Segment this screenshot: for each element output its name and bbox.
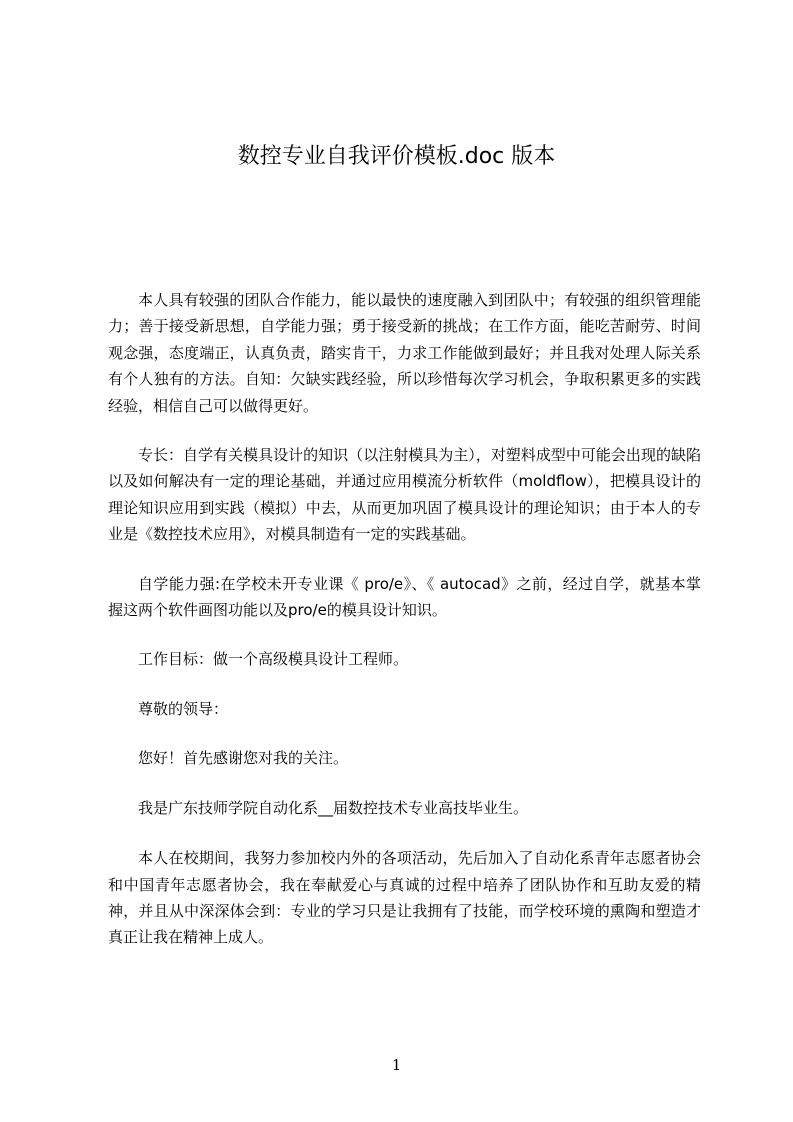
paragraph-greeting: 您好！首先感谢您对我的关注。 [138, 749, 349, 768]
paragraph-specialty: 专长：自学有关模具设计的知识（以注射模具为主），对塑料成型中可能会出现的缺陷以及如何解决有一定的理论基础，并通过应用模流分析软件（moldflow），把模具设计的理论知识应用到实践（模拟）中去，从而更加巩固了模具设计的理论知识；由于本人的专业是《数控技术应用》，对模具制造有一定的实践基础。 [108, 446, 701, 544]
paragraph-work-goal: 工作目标：做一个高级模具设计工程师。 [138, 650, 409, 669]
paragraph-introduction: 我是广东技师学院自动化系__届数控技术专业高技毕业生。 [138, 798, 529, 817]
paragraph-school-activities: 本人在校期间，我努力参加校内外的各项活动，先后加入了自动化系青年志愿者协会和中国青年志愿者协会，我在奉献爱心与真诚的过程中培养了团队协作和互助友爱的精神，并且从中深深体会到：专业的学习只是让我拥有了技能，而学校环境的熏陶和塑造才真正让我在精神上成人。 [108, 849, 701, 947]
page-number: 1 [391, 1056, 402, 1074]
paragraph-teamwork: 本人具有较强的团队合作能力，能以最快的速度融入到团队中；有较强的组织管理能力；善于接受新思想，自学能力强；勇于接受新的挑战；在工作方面，能吃苦耐劳、时间观念强，态度端正，认真负责，踏实肯干，力求工作能做到最好；并且我对处理人际关系有个人独有的方法。自知：欠缺实践经验，所以珍惜每次学习机会，争取积累更多的实践经验，相信自己可以做得更好。 [108, 291, 701, 415]
paragraph-salutation: 尊敬的领导： [138, 699, 229, 718]
document-title: 数控专业自我评价模板.doc 版本 [237, 144, 556, 169]
document-body [108, 287, 701, 974]
paragraph-self-learning: 自学能力强:在学校未开专业课《 pro/e》、《 autocad》之前，经过自学，就基本掌握这两个软件画图功能以及pro/e的模具设计知识。 [108, 574, 701, 620]
